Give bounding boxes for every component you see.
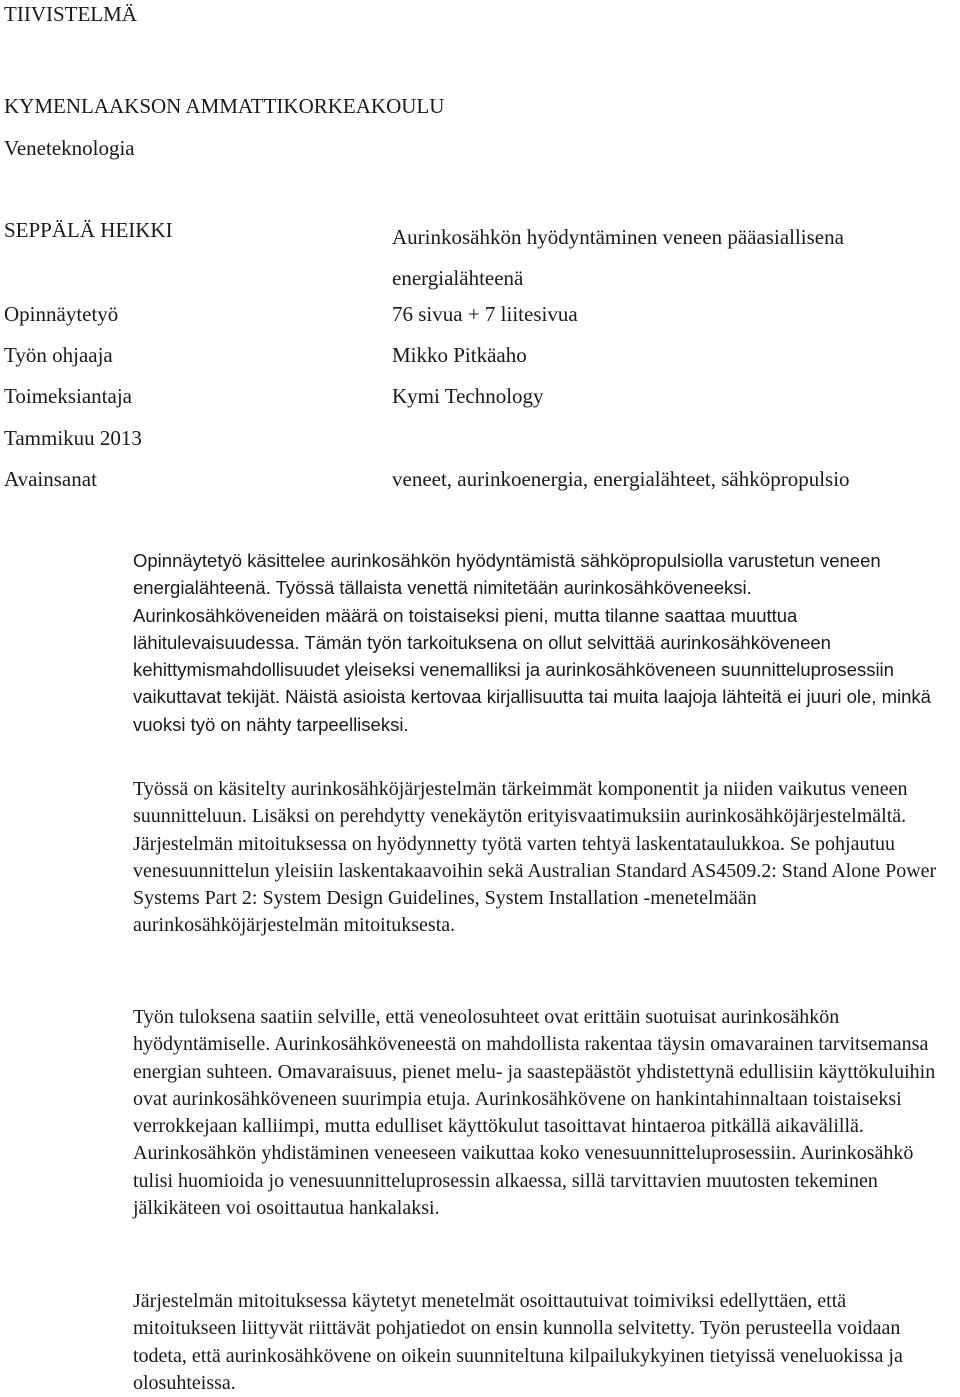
abstract-paragraph-3: Työn tuloksena saatiin selville, että veneolosuhteet ovat erittäin suotuisat aurinkosähkön hyödyntämiselle. Aurinkosähköveneestä on mahdollista rakentaa täysin omavarainen tarvitsemansa energian suhteen. Omavaraisuus, pienet melu- ja saastepäästöt yhdistettynä edullisiin käyttökuluihin ovat aurinkosähköveneen suurimpia etuja. Aurinkosähkövene on hankintahinnaltaan toistaiseksi verrokkejaan kalliimpi, mutta edulliset käyttökulut tasoittavat hintaeroa pitkällä aikavälillä. Aurinkosähkön yhdistäminen veneeseen vaikuttaa koko venesuunnitteluprosessiin. Aurinkosähkö tulisi huomioida jo venesuunnitteluprosessin alkaessa, sillä tarvittavien muutosten tekeminen jälkikäteen voi osoittautua hankalaksi. bbox=[133, 1006, 936, 1220]
supervisor-name: Mikko Pitkäaho bbox=[392, 343, 527, 367]
institution-name: KYMENLAAKSON AMMATTIKORKEAKOULU bbox=[4, 94, 445, 118]
page-count: 76 sivua + 7 liitesivua bbox=[392, 302, 578, 326]
publication-date: Tammikuu 2013 bbox=[4, 426, 142, 450]
author-name: SEPPÄLÄ HEIKKI bbox=[4, 218, 173, 242]
document-title: TIIVISTELMÄ bbox=[4, 2, 137, 26]
client-label: Toimeksiantaja bbox=[4, 384, 132, 408]
keywords-list: veneet, aurinkoenergia, energialähteet, sähköpropulsio bbox=[392, 467, 850, 491]
abstract-paragraph-2: Työssä on käsitelty aurinkosähköjärjestelmän tärkeimmät komponentit ja niiden vaikutus veneen suunnitteluun. Lisäksi on perehdytty venekäytön erityisvaatimuksiin aurinkosähköjärjestelmältä. Järjestelmän mitoituksessa on hyödynnetty työtä varten tehtyä laskentataulukkoa. Se pohjautuu venesuunnittelun yleisiin laskentakaavoihin sekä Australian Standard AS4509.2: Stand Alone Power Systems Part 2: System Design Guidelines, System Installation -menetelmään aurinkosähköjärjestelmän mitoituksesta. bbox=[133, 778, 937, 937]
supervisor-label: Työn ohjaaja bbox=[4, 343, 113, 367]
thesis-title: Aurinkosähkön hyödyntäminen veneen pääasiallisena energialähteenä bbox=[392, 225, 844, 290]
abstract-paragraph-4: Järjestelmän mitoituksessa käytetyt menetelmät osoittautuivat toimiviksi edellyttäen, että mitoitukseen liittyvät riittävät pohjatiedot on ensin kunnolla selvitetty. Työn perusteella voidaan todeta, että aurinkosähkövene on oikein suunniteltuna kilpailukykyinen tietyissä veneluokissa ja olosuhteissa. bbox=[133, 1290, 903, 1394]
thesis-type-label: Opinnäytetyö bbox=[4, 302, 119, 326]
client-name: Kymi Technology bbox=[392, 384, 544, 408]
degree-program: Veneteknologia bbox=[4, 136, 135, 160]
abstract-paragraph-1: Opinnäytetyö käsittelee aurinkosähkön hyödyntämistä sähköpropulsiolla varustetun veneen energialähteenä. Työssä tällaista venettä nimitetään aurinkosähköveneeksi. Aurinkosähköveneiden määrä on toistaiseksi pieni, mutta tilanne saattaa muuttua lähitulevaisuudessa. Tämän työn tarkoituksena on ollut selvittää aurinkosähköveneen kehittymismahdollisuudet yleiseksi venemalliksi ja aurinkosähköveneen suunnitteluprosessiin vaikuttavat tekijät. Näistä asioista kertovaa kirjallisuutta tai muita laajoja lähteitä ei juuri ole, minkä vuoksi työ on nähty tarpeelliseksi. bbox=[133, 550, 931, 735]
keywords-label: Avainsanat bbox=[4, 467, 97, 491]
